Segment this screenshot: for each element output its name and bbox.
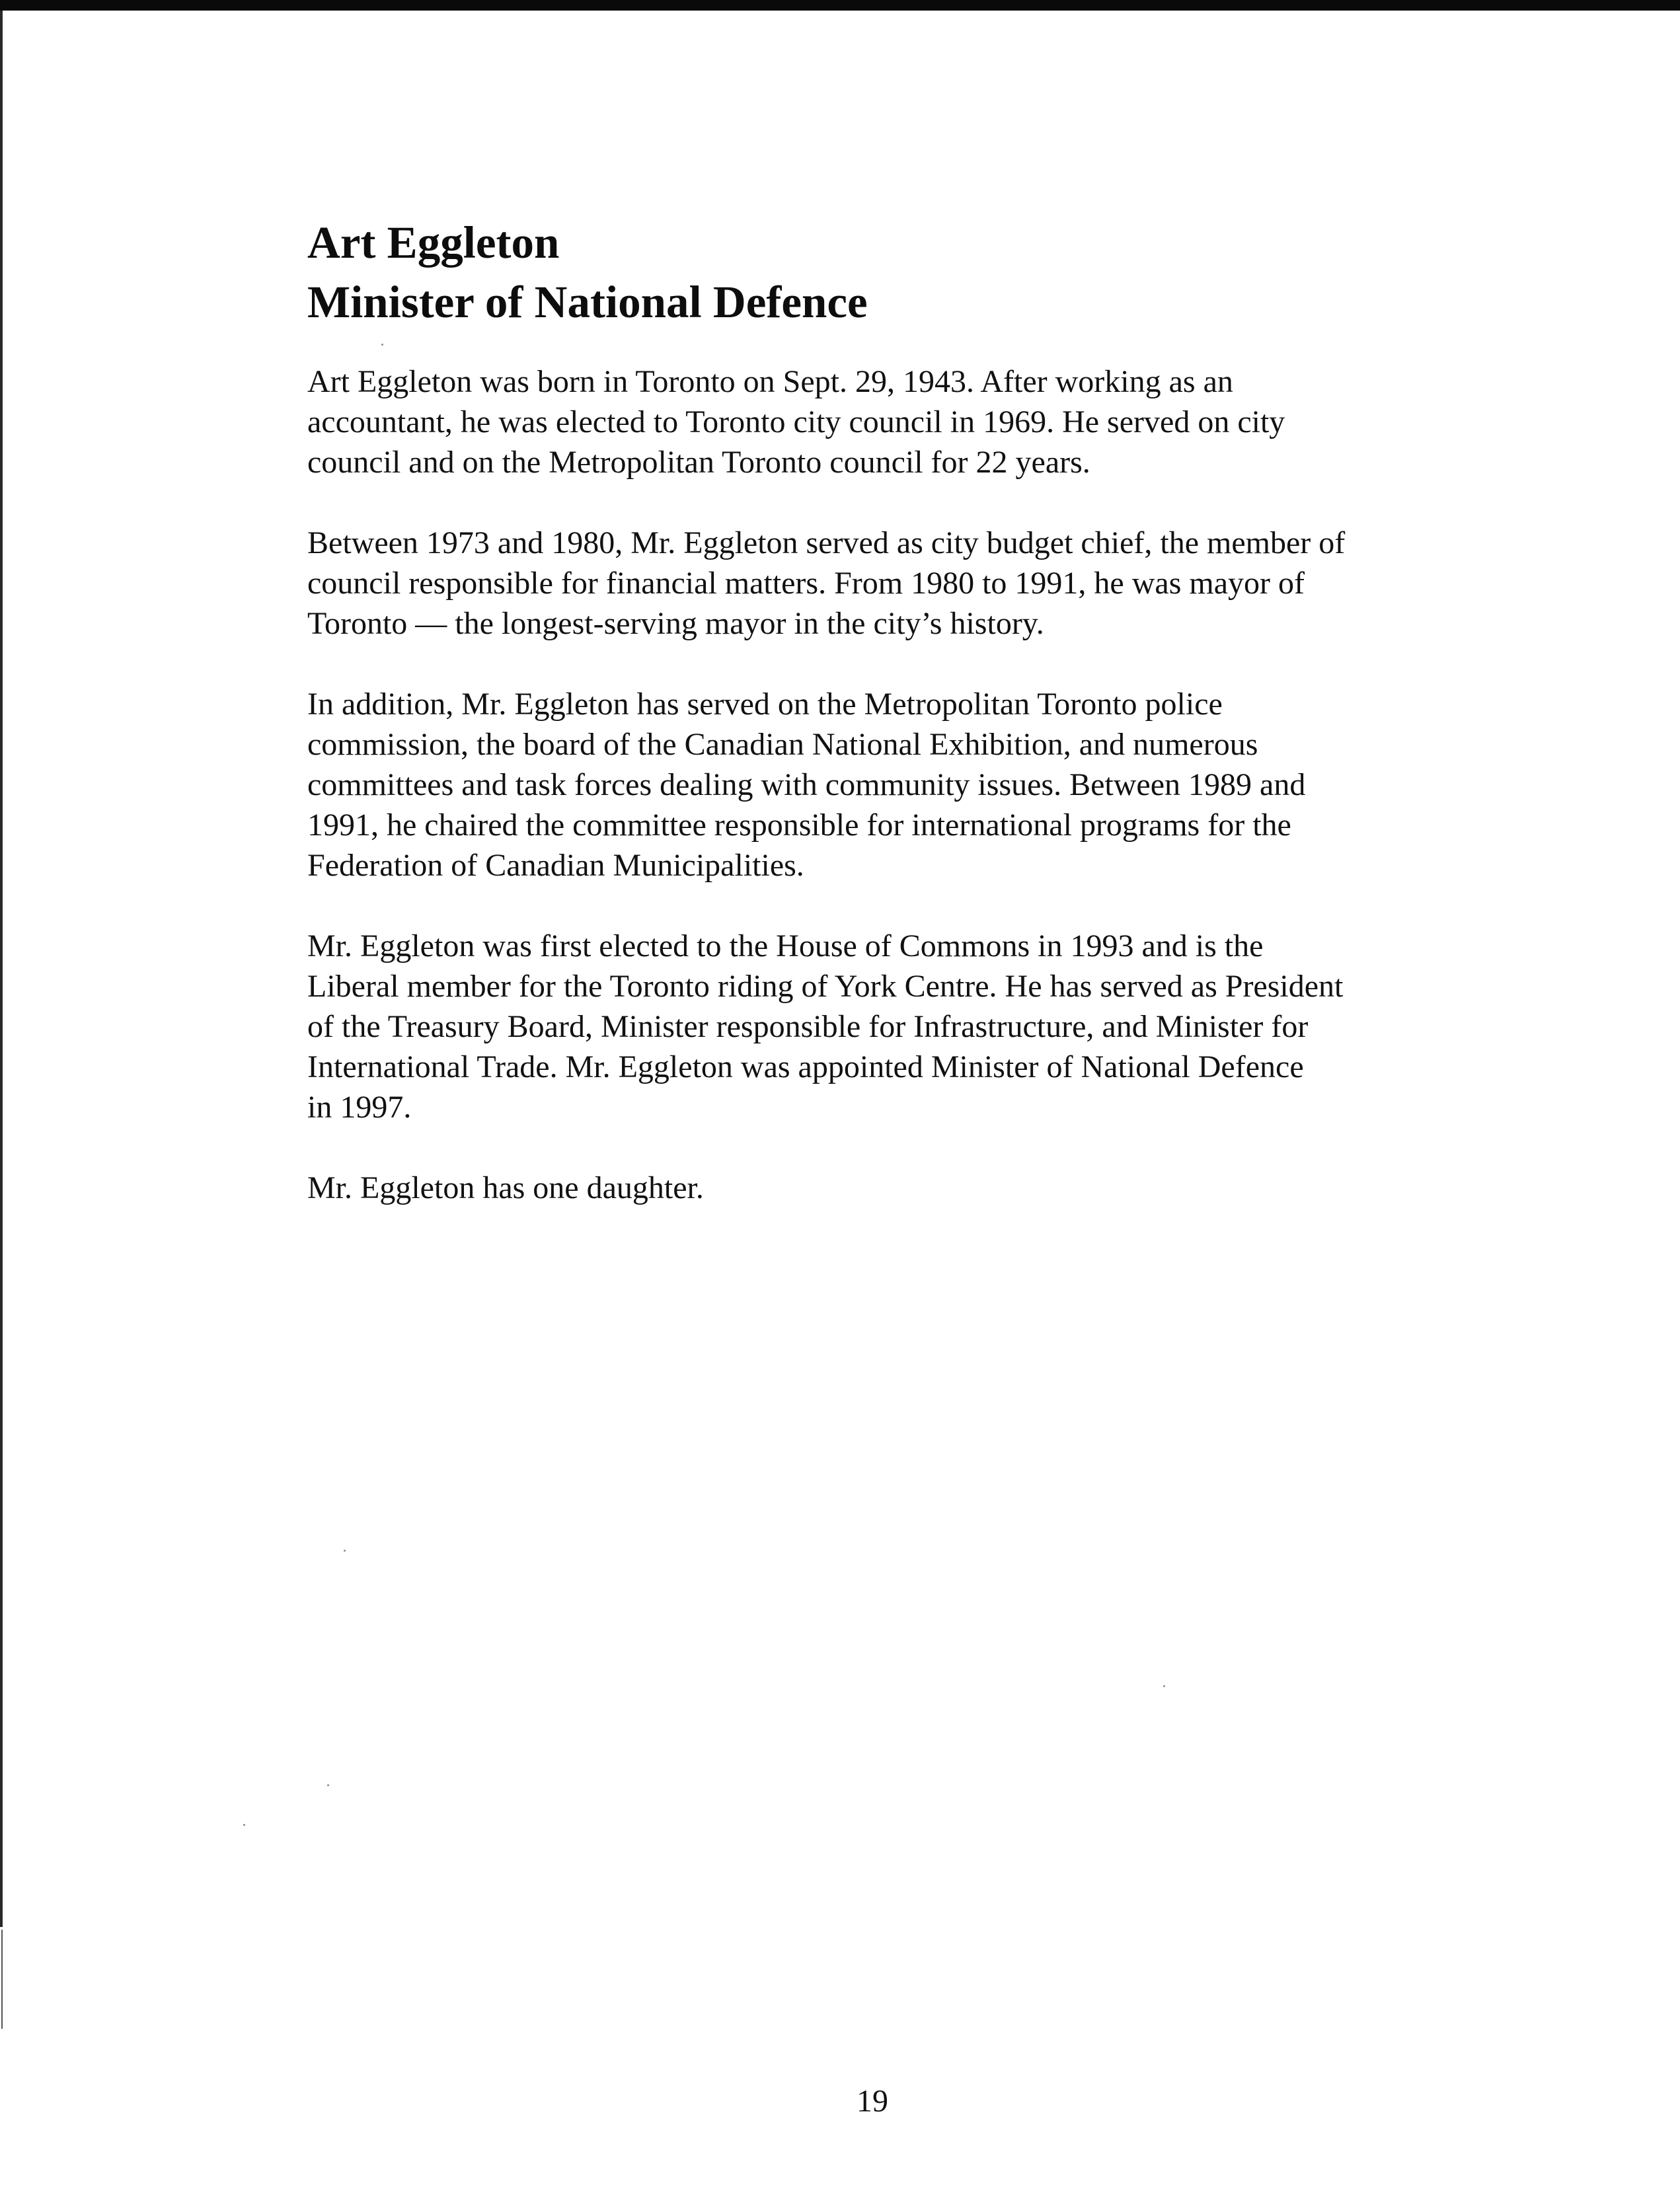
text-line: Federation of Canadian Municipalities. (307, 848, 804, 883)
scan-speck (344, 1550, 346, 1552)
text-line: Between 1973 and 1980, Mr. Eggleton served as city budget chief, the member of (307, 525, 1346, 560)
scan-left-edge (0, 11, 3, 1927)
text-line: Mr. Eggleton was first elected to the House of Commons in 1993 and is the (307, 928, 1264, 964)
text-line: council responsible for financial matters. From 1980 to 1991, he was mayor of (307, 566, 1305, 601)
text-line: International Trade. Mr. Eggleton was appointed Minister of National Defence (307, 1049, 1304, 1084)
document-body (307, 361, 1431, 1248)
scan-speck (381, 344, 383, 346)
text-line: Toronto — the longest-serving mayor in the city’s history. (307, 606, 1044, 641)
text-line: Liberal member for the Toronto riding of York Centre. He has served as President (307, 969, 1344, 1004)
person-name: Art Eggleton (307, 217, 560, 268)
text-line: council and on the Metropolitan Toronto council for 22 years. (307, 445, 1090, 480)
scan-speck (327, 1784, 329, 1786)
text-line: Art Eggleton was born in Toronto on Sept. 29, 1943. After working as an (307, 364, 1233, 399)
text-line: accountant, he was elected to Toronto city council in 1969. He served on city (307, 404, 1285, 439)
text-line: committees and task forces dealing with community issues. Between 1989 and (307, 767, 1306, 802)
document-heading (307, 213, 1497, 332)
paragraph-family (307, 1168, 1431, 1208)
paragraph-federal-career (307, 926, 1431, 1127)
person-title: Minister of National Defence (307, 277, 868, 327)
scan-top-border (0, 0, 1680, 11)
text-line: in 1997. (307, 1090, 412, 1125)
page-number: 19 (857, 2084, 888, 2119)
text-line: Mr. Eggleton has one daughter. (307, 1170, 704, 1205)
paragraph-biography-early (307, 361, 1431, 482)
scan-left-edge-lower (1, 1930, 3, 2029)
paragraph-community-service (307, 684, 1431, 886)
text-line: 1991, he chaired the committee responsible for international programs for the (307, 808, 1291, 843)
scan-speck (1163, 1685, 1165, 1687)
scan-speck (243, 1824, 245, 1826)
paragraph-budget-and-mayor (307, 523, 1431, 644)
text-line: commission, the board of the Canadian National Exhibition, and numerous (307, 727, 1258, 762)
text-line: of the Treasury Board, Minister responsible for Infrastructure, and Minister for (307, 1009, 1309, 1044)
text-line: In addition, Mr. Eggleton has served on the Metropolitan Toronto police (307, 687, 1223, 722)
